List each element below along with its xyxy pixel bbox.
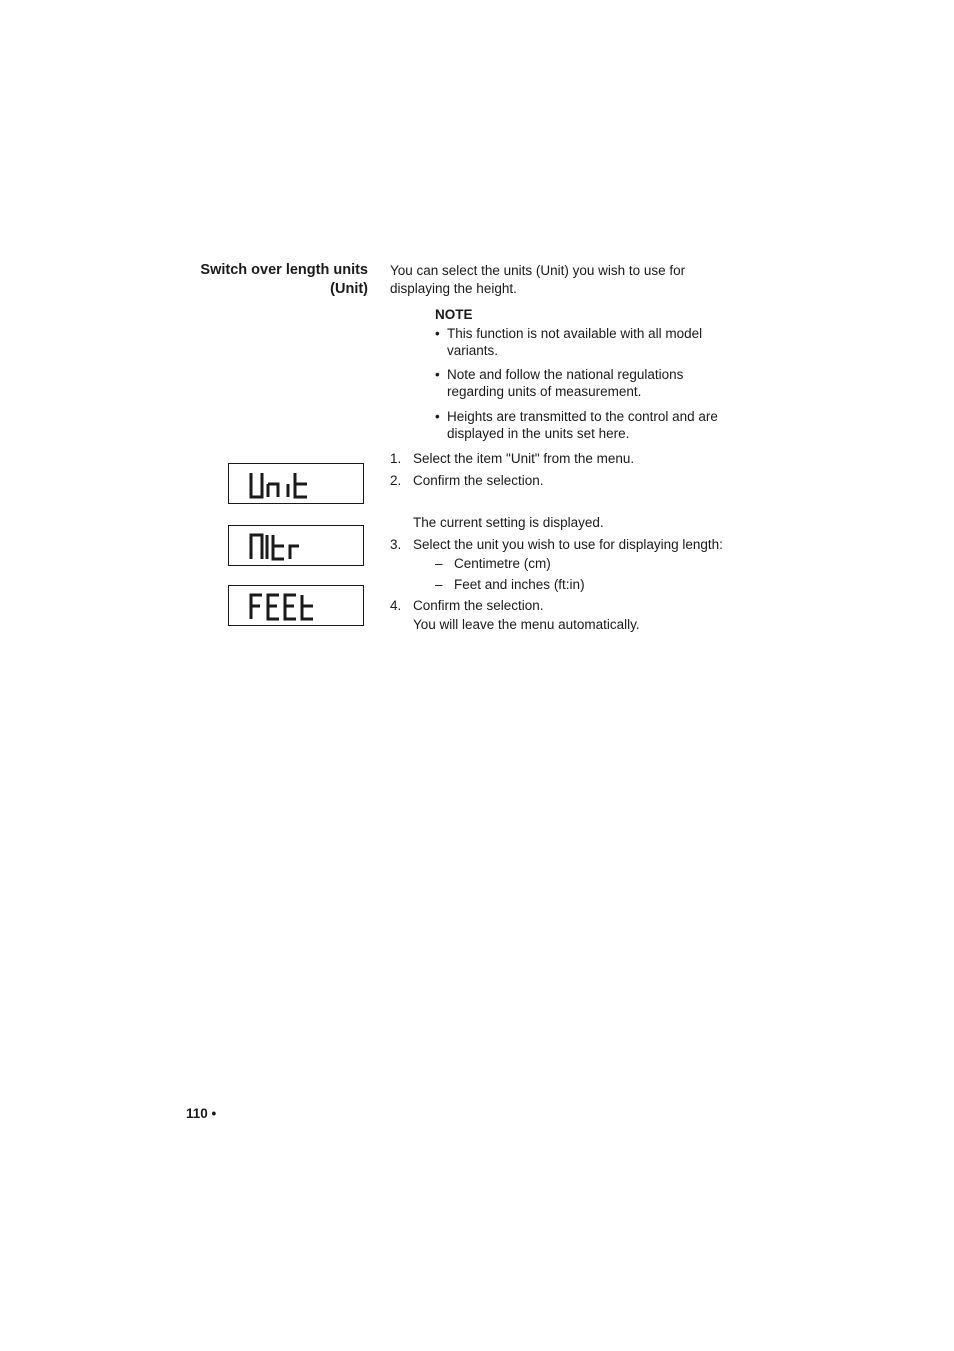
intro-line-2: displaying the height.	[390, 281, 517, 296]
note-bullet-1-line-2: variants.	[447, 342, 499, 358]
dash-icon: –	[435, 577, 443, 592]
bullet-icon: •	[435, 326, 440, 341]
note-bullet-2-line-2: regarding units of measurement.	[447, 383, 642, 399]
note-bullet-2	[435, 367, 735, 400]
lcd-segment-text	[229, 464, 365, 505]
note-bullet-1	[435, 326, 735, 359]
intro-paragraph	[390, 262, 720, 298]
step-number: 3.	[390, 537, 402, 552]
step-text: Select the unit you wish to use for displaying length:	[413, 537, 723, 552]
leave-menu-text: You will leave the menu automatically.	[413, 617, 640, 632]
bullet-icon: •	[435, 367, 440, 382]
intro-line-1: You can select the units (Unit) you wish to use for	[390, 263, 686, 278]
step-text: Confirm the selection.	[413, 473, 544, 488]
lcd-display-unit	[228, 463, 364, 504]
dash-icon: –	[435, 556, 443, 571]
lcd-segment-text	[229, 526, 365, 567]
unit-option-label: Feet and inches (ft:in)	[454, 577, 585, 592]
step-number: 1.	[390, 451, 402, 466]
note-bullet-2-line-1: Note and follow the national regulations	[447, 367, 684, 382]
lcd-segment-text	[229, 586, 365, 627]
step-text: Confirm the selection.	[413, 598, 544, 613]
page-number: 110 •	[186, 1106, 217, 1121]
current-setting-text: The current setting is displayed.	[413, 515, 604, 530]
section-title-line-2: (Unit)	[330, 281, 368, 297]
lcd-display-feet	[228, 585, 364, 626]
step-text: Select the item "Unit" from the menu.	[413, 451, 635, 466]
note-bullet-3	[435, 409, 735, 442]
step-number: 4.	[390, 598, 402, 613]
note-bullet-1-line-1: This function is not available with all model	[447, 326, 703, 341]
note-bullet-3-line-2: displayed in the units set here.	[447, 425, 630, 441]
lcd-display-mtr	[228, 525, 364, 566]
section-title	[150, 261, 368, 299]
step-number: 2.	[390, 473, 402, 488]
unit-option-label: Centimetre (cm)	[454, 556, 551, 571]
note-heading: NOTE	[435, 307, 473, 322]
bullet-icon: •	[435, 409, 440, 424]
note-bullet-3-line-1: Heights are transmitted to the control and are	[447, 409, 718, 424]
section-title-line-1: Switch over length units	[200, 262, 368, 278]
